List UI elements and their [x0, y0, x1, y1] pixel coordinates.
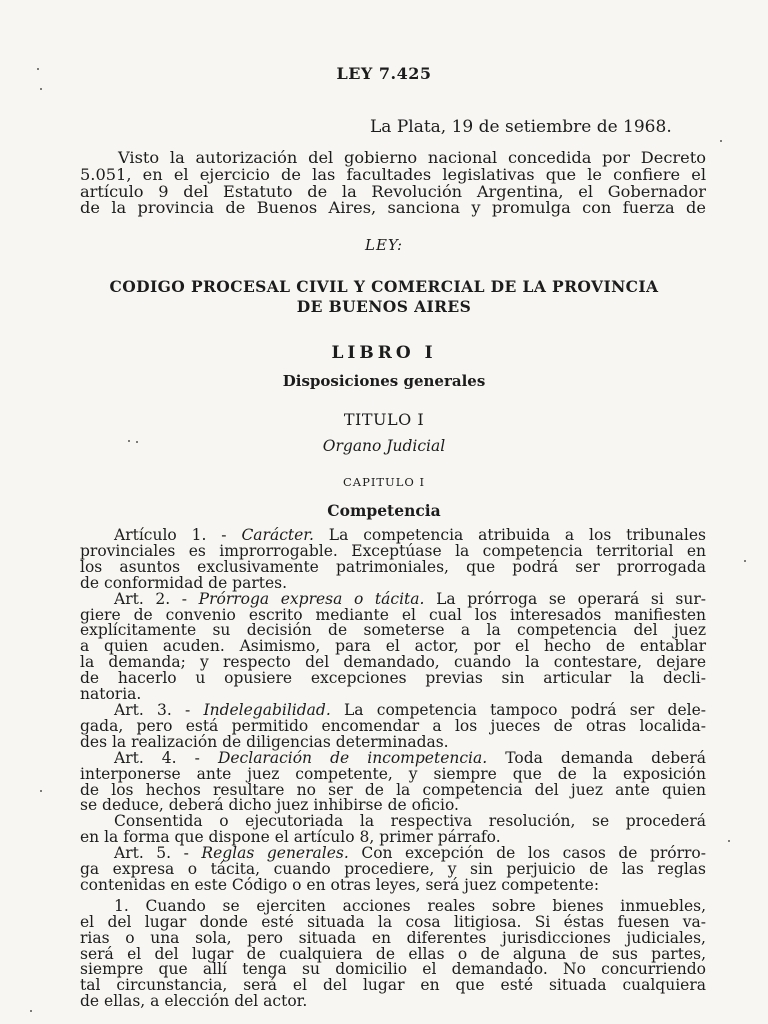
article-line: contenidas en este Código o en otras leyes, será juez competente: [80, 875, 600, 894]
article-5-item-1: 1. Cuando se ejerciten acciones reales sobre bienes inmuebles, [114, 896, 706, 915]
ley-heading: LEY: [364, 236, 403, 254]
law-title: LEY 7.425 [336, 64, 432, 83]
article-4-paragraph-2: Consentida o ejecutoriada la respectiva resolución, se procederá [114, 812, 706, 831]
article-label: Artículo 1. - [114, 526, 227, 544]
article-line: a quien acuden. Asimismo, para el actor, por el hecho de entablar [80, 637, 706, 656]
preamble [80, 150, 706, 217]
article-line: rias o una sola, pero situada en diferentes jurisdicciones judiciales, [80, 928, 706, 947]
article-heading: Carácter. [241, 526, 314, 544]
article-text: La prórroga se operará si sur- [436, 589, 707, 608]
scan-speck [744, 560, 746, 562]
article-line: tal circunstancia, será el del lugar en que esté situada cualquiera [80, 976, 706, 995]
scan-speck [128, 440, 130, 442]
titulo-heading: TITULO I [343, 410, 425, 429]
article-heading: Indelegabilidad. [203, 700, 331, 719]
place-date: La Plata, 19 de setiembre de 1968. [370, 117, 672, 137]
libro-subtitle: Disposiciones generales [282, 372, 486, 390]
code-title [0, 277, 768, 317]
article-text: La competencia tampoco podrá ser dele- [344, 700, 706, 719]
scan-speck [40, 88, 42, 90]
preamble-line: artículo 9 del Estatuto de la Revolución Argentina, el Gobernador [80, 181, 706, 201]
article-line: de ellas, a elección del actor. [80, 992, 308, 1011]
capitulo-subtitle: Competencia [327, 501, 441, 520]
scan-speck [30, 1010, 32, 1012]
titulo-subtitle: Organo Judicial [322, 437, 446, 455]
article-line: se deduce, deberá dicho juez inhibirse de oficio. [80, 796, 459, 815]
article-line: des la realización de diligencias determinadas. [80, 732, 449, 751]
preamble-line: Visto la autorización del gobierno nacional concedida por Decreto [118, 148, 706, 167]
article-line: de conformidad de partes. [80, 573, 288, 592]
article-text: La competencia atribuida a los tribunales [328, 526, 706, 544]
article-line: los asuntos exclusivamente patrimoniales, que podrá ser prorrogada [80, 557, 706, 576]
scan-speck [40, 790, 42, 792]
article-label: Art. 5. - [114, 844, 189, 863]
article-line: gada, pero está permitido encomendar a los jueces de otras localida- [80, 716, 706, 735]
article-line: ga expresa o tácita, cuando procediere, y sin perjuicio de las reglas [80, 860, 706, 879]
article-line: interponerse ante juez competente, y siempre que de la exposición [80, 764, 706, 783]
article-line: será el del lugar de cualquiera de ellas o de alguna de sus partes, [80, 944, 706, 963]
code-title-line: CODIGO PROCESAL CIVIL Y COMERCIAL DE LA PROVINCIA [109, 277, 659, 296]
article-line: natoria. [80, 685, 142, 704]
article-line: en la forma que dispone el artículo 8, primer párrafo. [80, 828, 501, 847]
article-heading: Prórroga expresa o tácita. [198, 589, 425, 608]
article-label: Art. 2. - [114, 589, 188, 608]
article-label: Art. 3. - [114, 700, 191, 719]
scan-speck [37, 68, 39, 70]
article-line: giere de convenio escrito mediante el cual los interesados manifiesten [80, 605, 706, 624]
article-line: de hacerlo u opusiere excepciones previas sin articular la decli- [80, 669, 706, 688]
scan-speck [728, 840, 730, 842]
article-text: Toda demanda deberá [505, 748, 706, 767]
preamble-line: de la provincia de Buenos Aires, sanciona y promulga con fuerza de [80, 198, 706, 218]
article-line: provinciales es improrrogable. Exceptúase la competencia territorial en [80, 541, 706, 560]
article-line: explícitamente su decisión de someterse a la competencia del juez [80, 621, 706, 640]
articles-body [80, 528, 706, 1010]
article-line: de los hechos resultare no ser de la competencia del juez ante quien [80, 780, 706, 799]
article-text: Con excepción de los casos de prórro- [361, 844, 707, 863]
article-label: Art. 4. - [114, 748, 200, 767]
libro-heading: LIBRO I [331, 343, 437, 363]
scan-speck [720, 140, 722, 142]
code-title-line: DE BUENOS AIRES [296, 297, 472, 316]
article-line: la demanda; y respecto del demandado, cuando la contestare, dejare [80, 653, 706, 672]
article-line: siempre que allí tenga su domicilio el demandado. No concurriendo [80, 960, 706, 979]
article-line: el del lugar donde esté situada la cosa litigiosa. Si éstas fuesen va- [80, 912, 706, 931]
article-heading: Declaración de incompetencia. [217, 748, 488, 767]
preamble-line: 5.051, en el ejercicio de las facultades legislativas que le confiere el [80, 164, 706, 184]
article-heading: Reglas generales. [201, 844, 349, 863]
scan-speck [136, 441, 138, 443]
capitulo-heading: CAPITULO I [342, 475, 425, 489]
